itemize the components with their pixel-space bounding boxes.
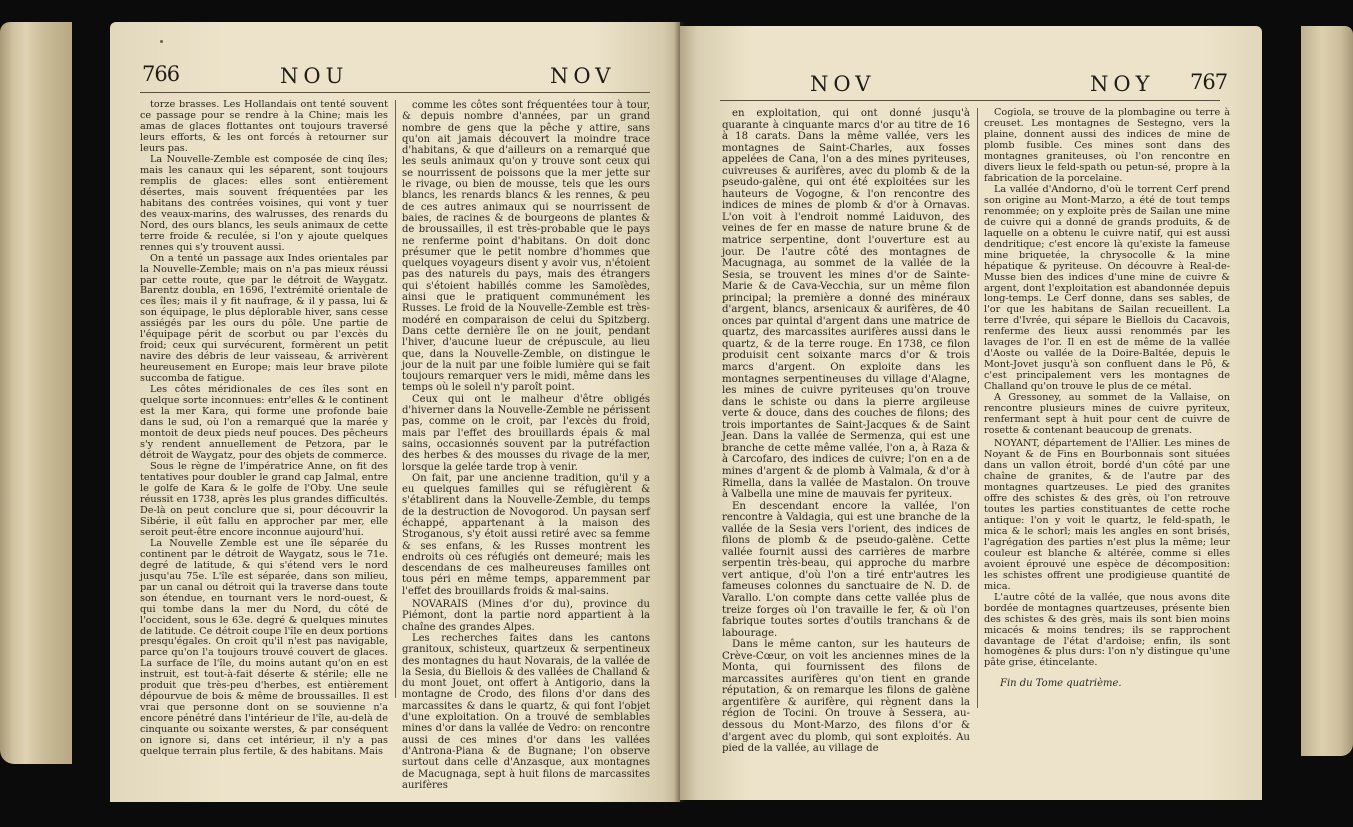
- right-head-left-word: NOV: [810, 72, 876, 96]
- open-book: [48, 22, 1310, 802]
- paragraph: Dans le même canton, sur les hauteurs de Crève-Cœur, on voit les anciennes mines de la Monta, qui fournissent des filons de marcassites aurifères qu'on tient en grande réputation, & on remarque les filons de galène argentifère & aurifère, qui règnent dans la région de Tocini. On trouve à Sessera, au-dessous du Mont-Marzo, des filons d'or & d'argent avec du plomb, qui sont exploités. Au pied de la vallée, au village de: [722, 639, 970, 755]
- paragraph: en exploitation, qui ont donné jusqu'à quarante à cinquante marcs d'or au titre de 16 à 18 carats. Dans la même vallée, vers les montagnes de Saint-Charles, aux fosses appelées de Cana, l'on a des mines pyriteuses, cuivreuses & aurifères, avec du plomb & de la pseudo-galène, qui ont été exploitées sur les hauteurs de Vogogne, & l'on rencontre des indices de mines de plomb & d'or à Ornavas. L'on voit à l'endroit nommé Laiduvon, des veines de fer en masse de nature brune & de matrice serpentine, dont l'ouverture est au jour. De l'autre côté des montagnes de Macugnaga, au sommet de la vallée de la Sesia, se trouvent les mines d'or de Sainte-Marie & de Cava-Vecchia, sur un même filon principal; la première a donné des minéraux d'argent, blancs, arsenicaux & aurifères, de 40 onces par quintal d'argent dans une matrice de quartz, des marcassites aurifères aussi dans le quartz, & de la terre rouge. En 1738, ce filon produisit cent soixante marcs d'or & trois marcs d'argent. On exploite dans les montagnes serpentineuses du village d'Alagne, les mines de cuivre pyriteuses qu'on trouve dans le schiste ou dans la pierre argileuse verte & douce, dans des couches de filons; des trois importantes de Saint-Jacques & de Saint Jean. Dans la vallée de Sermenza, qui est une branche de cette même vallée, l'on a, à Raza & à Carcofaro, des indices de cuivre; l'on en a de mines d'argent & de plomb à Valmala, & d'or à Rimella, dans la vallée de Mastalon. On trouve à Valbella une mine de mauvais fer pyriteux.: [722, 108, 970, 501]
- paragraph: L'autre côté de la vallée, que nous avons dite bordée de montagnes quartzeuses, présente bien des schistes & des grès, mais ils sont bien moins micacés & moins tendres; ils se rapprochent davantage de l'état d'ardoise; enfin, ils sont homogènes & plus durs: l'on n'y distingue qu'une pâte grise, étincelante.: [984, 591, 1230, 669]
- paragraph: La Nouvelle Zemble est une île séparée du continent par le détroit de Waygatz, sous le 71e. degré de latitude, & qui s'étend vers le nord jusqu'au 75e. L'île est séparée, dans son milieu, par un canal ou détroit qui la traverse dans toute son étendue, en tournant vers le nord-ouest, & qui tombe dans la mer du Nord, du côté de l'occident, sous le 63e. degré & quelques minutes de latitude. Ce détroit coupe l'île en deux portions presqu'égales. On croit qu'il n'est pas navigable, parce qu'on l'a toujours trouvé couvert de glaces. La surface de l'île, du moins autant qu'on en est instruit, est tout-à-fait déserte & stérile; elle ne produit que très-peu d'herbes, est entièrement dépourvue de bois & même de broussailles. Il est vrai que personne dont on se souvienne n'a encore pénétré dans l'intérieur de l'île, au-delà de cinquante ou soixante werstes, & par conséquent on ignore si, dans cet intérieur, il n'y a pas quelque terrain plus fertile, & des habitans. Mais: [140, 537, 388, 758]
- right-head-right-word: NOY: [1090, 72, 1155, 96]
- paragraph: La Nouvelle-Zemble est composée de cinq îles; mais les canaux qui les séparent, sont toujours remplis de glaces: elles sont entièrement désertes, mais souvent fréquentées par les habitans des contrées voisines, qui vont y tuer des veaux-marins, des walrusses, des renards du Nord, des ours blancs, les seuls animaux de cette terre froide & reculée, si l'on y ajoute quelques rennes qui s'y trouvent aussi.: [140, 153, 388, 253]
- left-running-head: [110, 62, 680, 90]
- left-column-2: [402, 100, 650, 790]
- left-head-rule: [140, 92, 650, 93]
- left-page-number: 766: [142, 62, 180, 86]
- left-column-1: [140, 100, 388, 790]
- right-column-2: [984, 108, 1230, 668]
- right-head-rule: [720, 100, 1220, 101]
- right-column-divider: [977, 108, 978, 708]
- paragraph: Ceux qui ont le malheur d'être obligés d'hiverner dans la Nouvelle-Zemble ne périssent pas, comme on le croit, par l'excès du froid, mais par l'effet des brouillards épais & mal sains, occasionnés souvent par la putréfaction des herbes & des mousses du rivage de la mer, lorsque la gelée tarde trop à venir.: [402, 393, 650, 473]
- right-page-number: 767: [1190, 70, 1228, 94]
- paragraph: Les côtes méridionales de ces îles sont en quelque sorte inconnues: entr'elles & le continent est la mer Kara, qui forme une profonde baie dans le sud, où l'on a remarqué que la marée y montoit de deux pieds neuf pouces. Des pêcheurs s'y rendent annuellement de Petzora, par le détroit de Waygatz, pour des objets de commerce.: [140, 384, 388, 461]
- paragraph: A Gressoney, au sommet de la Vallaise, on rencontre plusieurs mines de cuivre pyriteux, renfermant sept à huit pour cent de cuivre de rosette & contenant beaucoup de grenats.: [984, 392, 1230, 437]
- entry-heading-noyant: NOYANT, département de l'Allier. Les mines de Noyant & de Fins en Bourbonnais sont situées dans un vallon étroit, bordé d'un côté par une chaîne de granites, & de l'autre par des montagnes quartzeuses. Le pied des granites offre des schistes & des grès, où l'on retrouve toutes les parties constituantes de cette roche antique: l'on y voit le quartz, le feld-spath, le mica & le schorl; mais les angles en sont brisés, l'agrégation des parties n'est plus la même; leur couleur est blanche & altérée, comme si elles avoient éprouvé une espèce de décomposition: les schistes offrent une prodigieuse quantité de mica.: [984, 438, 1230, 592]
- left-head-left-word: NOU: [280, 64, 349, 88]
- right-running-head: [680, 70, 1262, 98]
- paper-speck: [160, 40, 163, 43]
- paragraph: En descendant encore la vallée, l'on rencontre à Valdagia, qui est une branche de la vallée de la Sesia vers l'orient, des indices de filons de plomb & de pseudo-galène. Cette vallée fournit aussi des carrières de marbre serpentin très-beau, qui approche du marbre vert antique, d'où l'on a tiré entr'autres les fameuses colonnes du sanctuaire de N. D. de Varallo. L'on compte dans cette vallée plus de treize forges où l'on travaille le fer, & où l'on fabrique toutes sortes d'outils tranchans & de labourage.: [722, 500, 970, 639]
- right-column-1: [722, 108, 970, 788]
- paragraph: Les recherches faites dans les cantons granitoux, schisteux, quartzeux & serpentineux des montagnes du haut Novarais, de la vallée de la Sesia, du Biellois & des vallées de Challand & du mont Jouet, ont offert à Antigorio, dans la montagne de Crodo, des filons d'or dans des marcassites & dans le quartz, & qui font l'objet d'une exploitation. On a trouvé de semblables mines d'or dans la vallée de Vedro: on rencontre aussi de ces mines d'or dans les vallées d'Antrona-Piana & de Bugnane; l'on observe surtout dans celle d'Anzasque, aux montagnes de Macugnaga, sept à huit filons de marcassites aurifères: [402, 632, 650, 791]
- paragraph: La vallée d'Andorno, d'où le torrent Cerf prend son origine au Mont-Marzo, a été de tout temps renommée; on y exploite près de Sailan une mine de cuivre qui a donné de grands produits, & de laquelle on a obtenu le cuivre natif, qui est aussi dendritique; c'est encore là qu'existe la fameuse mine briquetée, la chrysocolle & la mine hépatique & pyriteuse. On découvre à Real-de-Musse bien des indices d'une mine de cuivre & argent, dont l'exploitation est abandonnée depuis long-temps. Le Cerf donne, dans ses sables, de l'or que les habitans de Sailan recueillent. La terre d'Ivrée, qui sépare le Biellois du Cacavois, renferme des lieux aussi renommés par les lavages de l'or. Il en est de même de la vallée d'Aoste ou vallée de la Doire-Baltée, depuis le Mont-Jovet jusqu'à son confluent dans le Pô, & c'est principalement vers les montagnes de Challand qu'on trouve le plus de ce métal.: [984, 183, 1230, 393]
- paragraph: Cogiola, se trouve de la plombagine ou terre à creuset. Les montagnes de Sestegno, vers la plaine, donnent aussi des indices de mine de plomb fusible. Ces mines sont dans des montagnes graniteuses, où l'on rencontre en divers lieux le feld-spath ou petun-sé, propre à la fabrication de la porcelaine.: [984, 107, 1230, 184]
- paragraph: comme les côtes sont fréquentées tour à tour, & depuis nombre d'années, par un grand nombre de gens que la pêche y attire, sans qu'on ait jamais découvert la moindre trace d'habitans, & que d'ailleurs on a remarqué que les seuls animaux qu'on y trouve sont ceux qui se nourrissent de poissons que la mer jette sur le rivage, ou bien de mousse, tels que les ours blancs, les renards blancs & les rennes, & peu de ces autres animaux qui se nourrissent de baies, de racines & de bourgeons de plantes & de broussailles, il est très-probable que le pays ne renferme point d'habitans. On doit donc présumer que le petit nombre d'hommes que quelques voyageurs disent y avoir vus, n'étoient pas des naturels du pays, mais des étrangers qui s'étoient habillés comme les Samoïèdes, ainsi que le pratiquent communément les Russes. Le froid de la Nouvelle-Zemble est très-modéré en comparaison de celui du Spitzberg. Dans cette dernière île on ne jouit, pendant l'hiver, d'aucune lueur de crépuscule, au lieu que, dans la Nouvelle-Zemble, on distingue le jour de la nuit par une foible lumière qui se fait toujours remarquer vers le midi, même dans les temps où le soleil n'y paroît point.: [402, 100, 650, 394]
- paragraph: On a tenté un passage aux Indes orientales par la Nouvelle-Zemble; mais on n'a pas mieux réussi par cette route, que par le détroit de Waygatz. Barentz doubla, en 1696, l'extrémité orientale de ces îles; mais il y fit naufrage, & il y passa, lui & son équipage, le plus déplorable hiver, sans cesse assiégés par les ours du pôle. Une partie de l'équipage périt de scorbut ou par l'excès du froid; ceux qui survécurent, formèrent un petit navire des débris de leur vaisseau, & arrivèrent heureusement en Europe; mais leur brave pilote succomba de fatigue.: [140, 252, 388, 385]
- end-of-volume-note: Fin du Tome quatrième.: [1000, 678, 1122, 689]
- paragraph: torze brasses. Les Hollandais ont tenté souvent ce passage pour se rendre à la Chine; mais les amas de glaces flottantes ont toujours traversé leurs efforts, & les ont forcés à retourner sur leurs pas.: [140, 99, 388, 154]
- right-page: [680, 26, 1262, 800]
- left-head-right-word: NOV: [550, 64, 616, 88]
- entry-heading-novarais: NOVARAIS (Mines d'or du), province du Piémont, dont la partie nord appartient à la chaîne des grandes Alpes.: [402, 599, 650, 633]
- paragraph: Sous le règne de l'impératrice Anne, on fit des tentatives pour doubler le grand cap Jalmal, entre le golfe de Kara & le golfe de l'Oby. Une seule réussit en 1738, après les plus grandes difficultés. De-là on peut conclure que si, pour découvrir la Sibérie, il eût fallu en approcher par mer, elle seroit peut-être encore inconnue aujourd'hui.: [140, 460, 388, 538]
- left-column-divider: [395, 100, 396, 698]
- left-page: [110, 22, 680, 802]
- paragraph: On fait, par une ancienne tradition, qu'il y a eu quelques familles qui se réfugièrent & s'établirent dans la Nouvelle-Zemble, du temps de la destruction de Novogorod. Un paysan serf échappé, appartenant à la maison des Stroganous, s'y étoit aussi retiré avec sa femme & ses enfans, & les Russes montrent les endroits où ces réfugiés ont demeuré; mais les descendans de ces malheureuses familles ont tous péri en même temps, apparemment par l'effet des brouillards froids & mal-sains.: [402, 472, 650, 597]
